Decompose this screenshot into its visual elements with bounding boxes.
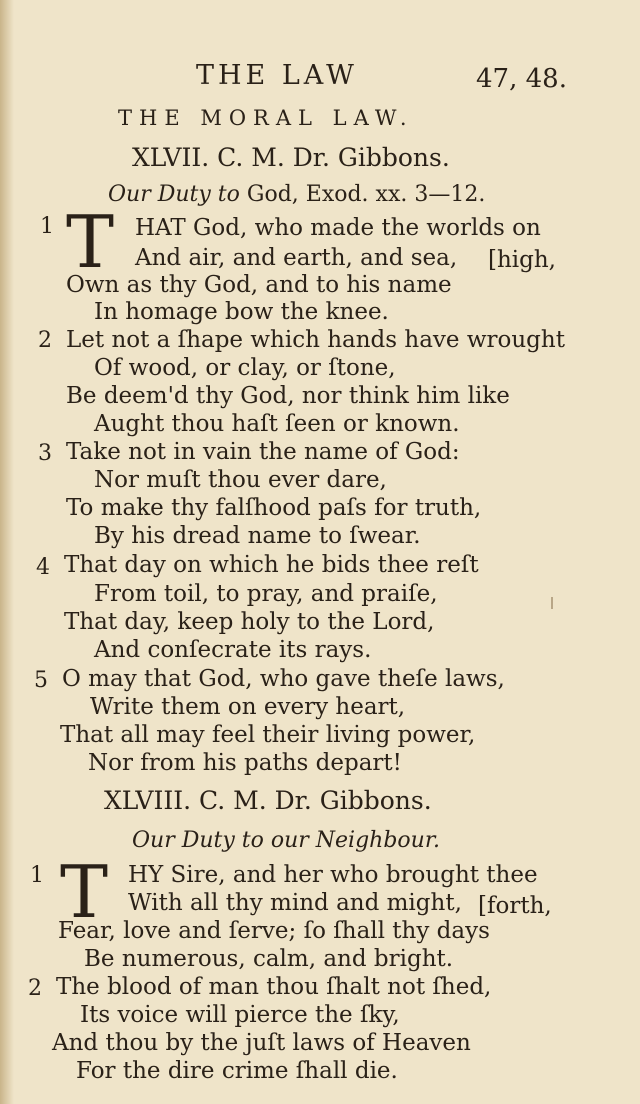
running-title: THE LAW bbox=[196, 60, 358, 91]
verse-line: Its voice will pierce the ſky, bbox=[80, 1002, 400, 1028]
verse-line: To make thy falſhood paſs for truth, bbox=[66, 495, 482, 521]
hymn-subtitle: Our Duty to our Neighbour. bbox=[132, 828, 440, 853]
verse-line: That day on which he bids thee reſt bbox=[64, 552, 479, 578]
verse-line: From toil, to pray, and praiſe, bbox=[94, 581, 438, 607]
verse-line: Of wood, or clay, or ſtone, bbox=[94, 355, 396, 381]
verse-line: And air, and earth, and sea, bbox=[135, 245, 458, 271]
hymn-heading: XLVIII. C. M. Dr. Gibbons. bbox=[104, 786, 432, 815]
verse-line: And conſecrate its rays. bbox=[94, 637, 372, 663]
page-numbers: 47, 48. bbox=[476, 64, 567, 94]
verse-number: 4 bbox=[36, 555, 50, 580]
runover-word: [forth, bbox=[478, 893, 552, 919]
section-title: THE MORAL LAW. bbox=[118, 106, 414, 130]
verse-number: 1 bbox=[30, 863, 44, 888]
verse-line: By his dread name to ſwear. bbox=[94, 523, 421, 549]
verse-line: O may that God, who gave theſe laws, bbox=[62, 666, 505, 692]
verse-number: 1 bbox=[40, 214, 54, 239]
drop-cap: T bbox=[60, 850, 109, 934]
verse-line: In homage bow the knee. bbox=[94, 299, 389, 325]
verse-line: With all thy mind and might, bbox=[128, 890, 462, 916]
verse-line: Nor muſt thou ever dare, bbox=[94, 467, 387, 493]
drop-cap: T bbox=[66, 200, 115, 284]
paper-blemish bbox=[551, 597, 553, 609]
verse-line: HAT God, who made the worlds on bbox=[135, 215, 541, 241]
runover-word: [high, bbox=[488, 247, 556, 273]
verse-number: 3 bbox=[38, 441, 52, 466]
verse-number: 5 bbox=[34, 668, 48, 693]
verse-line: Write them on every heart, bbox=[90, 694, 406, 720]
hymn-heading: XLVII. C. M. Dr. Gibbons. bbox=[132, 143, 450, 172]
verse-line: And thou by the juſt laws of Heaven bbox=[52, 1030, 471, 1056]
verse-line: HY Sire, and her who brought thee bbox=[128, 862, 538, 888]
verse-line: Fear, love and ſerve; ſo ſhall thy days bbox=[58, 918, 490, 944]
verse-line: Be deem'd thy God, nor think him like bbox=[66, 383, 510, 409]
verse-line: The blood of man thou ſhalt not ſhed, bbox=[56, 974, 492, 1000]
verse-line: Aught thou haſt ſeen or known. bbox=[94, 411, 460, 437]
hymn-subtitle bbox=[108, 182, 485, 207]
verse-number: 2 bbox=[38, 328, 52, 353]
subtitle-italic: Our Duty to bbox=[108, 182, 240, 207]
verse-number: 2 bbox=[28, 976, 42, 1001]
verse-line: That day, keep holy to the Lord, bbox=[64, 609, 435, 635]
verse-line: For the dire crime ſhall die. bbox=[76, 1058, 398, 1084]
verse-line: Let not a ſhape which hands have wrought bbox=[66, 327, 565, 353]
verse-line: Own as thy God, and to his name bbox=[66, 272, 452, 298]
verse-line: Be numerous, calm, and bright. bbox=[84, 946, 454, 972]
subtitle-reference: God, Exod. xx. 3—12. bbox=[246, 182, 486, 207]
verse-line: Take not in vain the name of God: bbox=[66, 439, 460, 465]
verse-line: Nor from his paths depart! bbox=[88, 750, 402, 776]
verse-line: That all may feel their living power, bbox=[60, 722, 476, 748]
